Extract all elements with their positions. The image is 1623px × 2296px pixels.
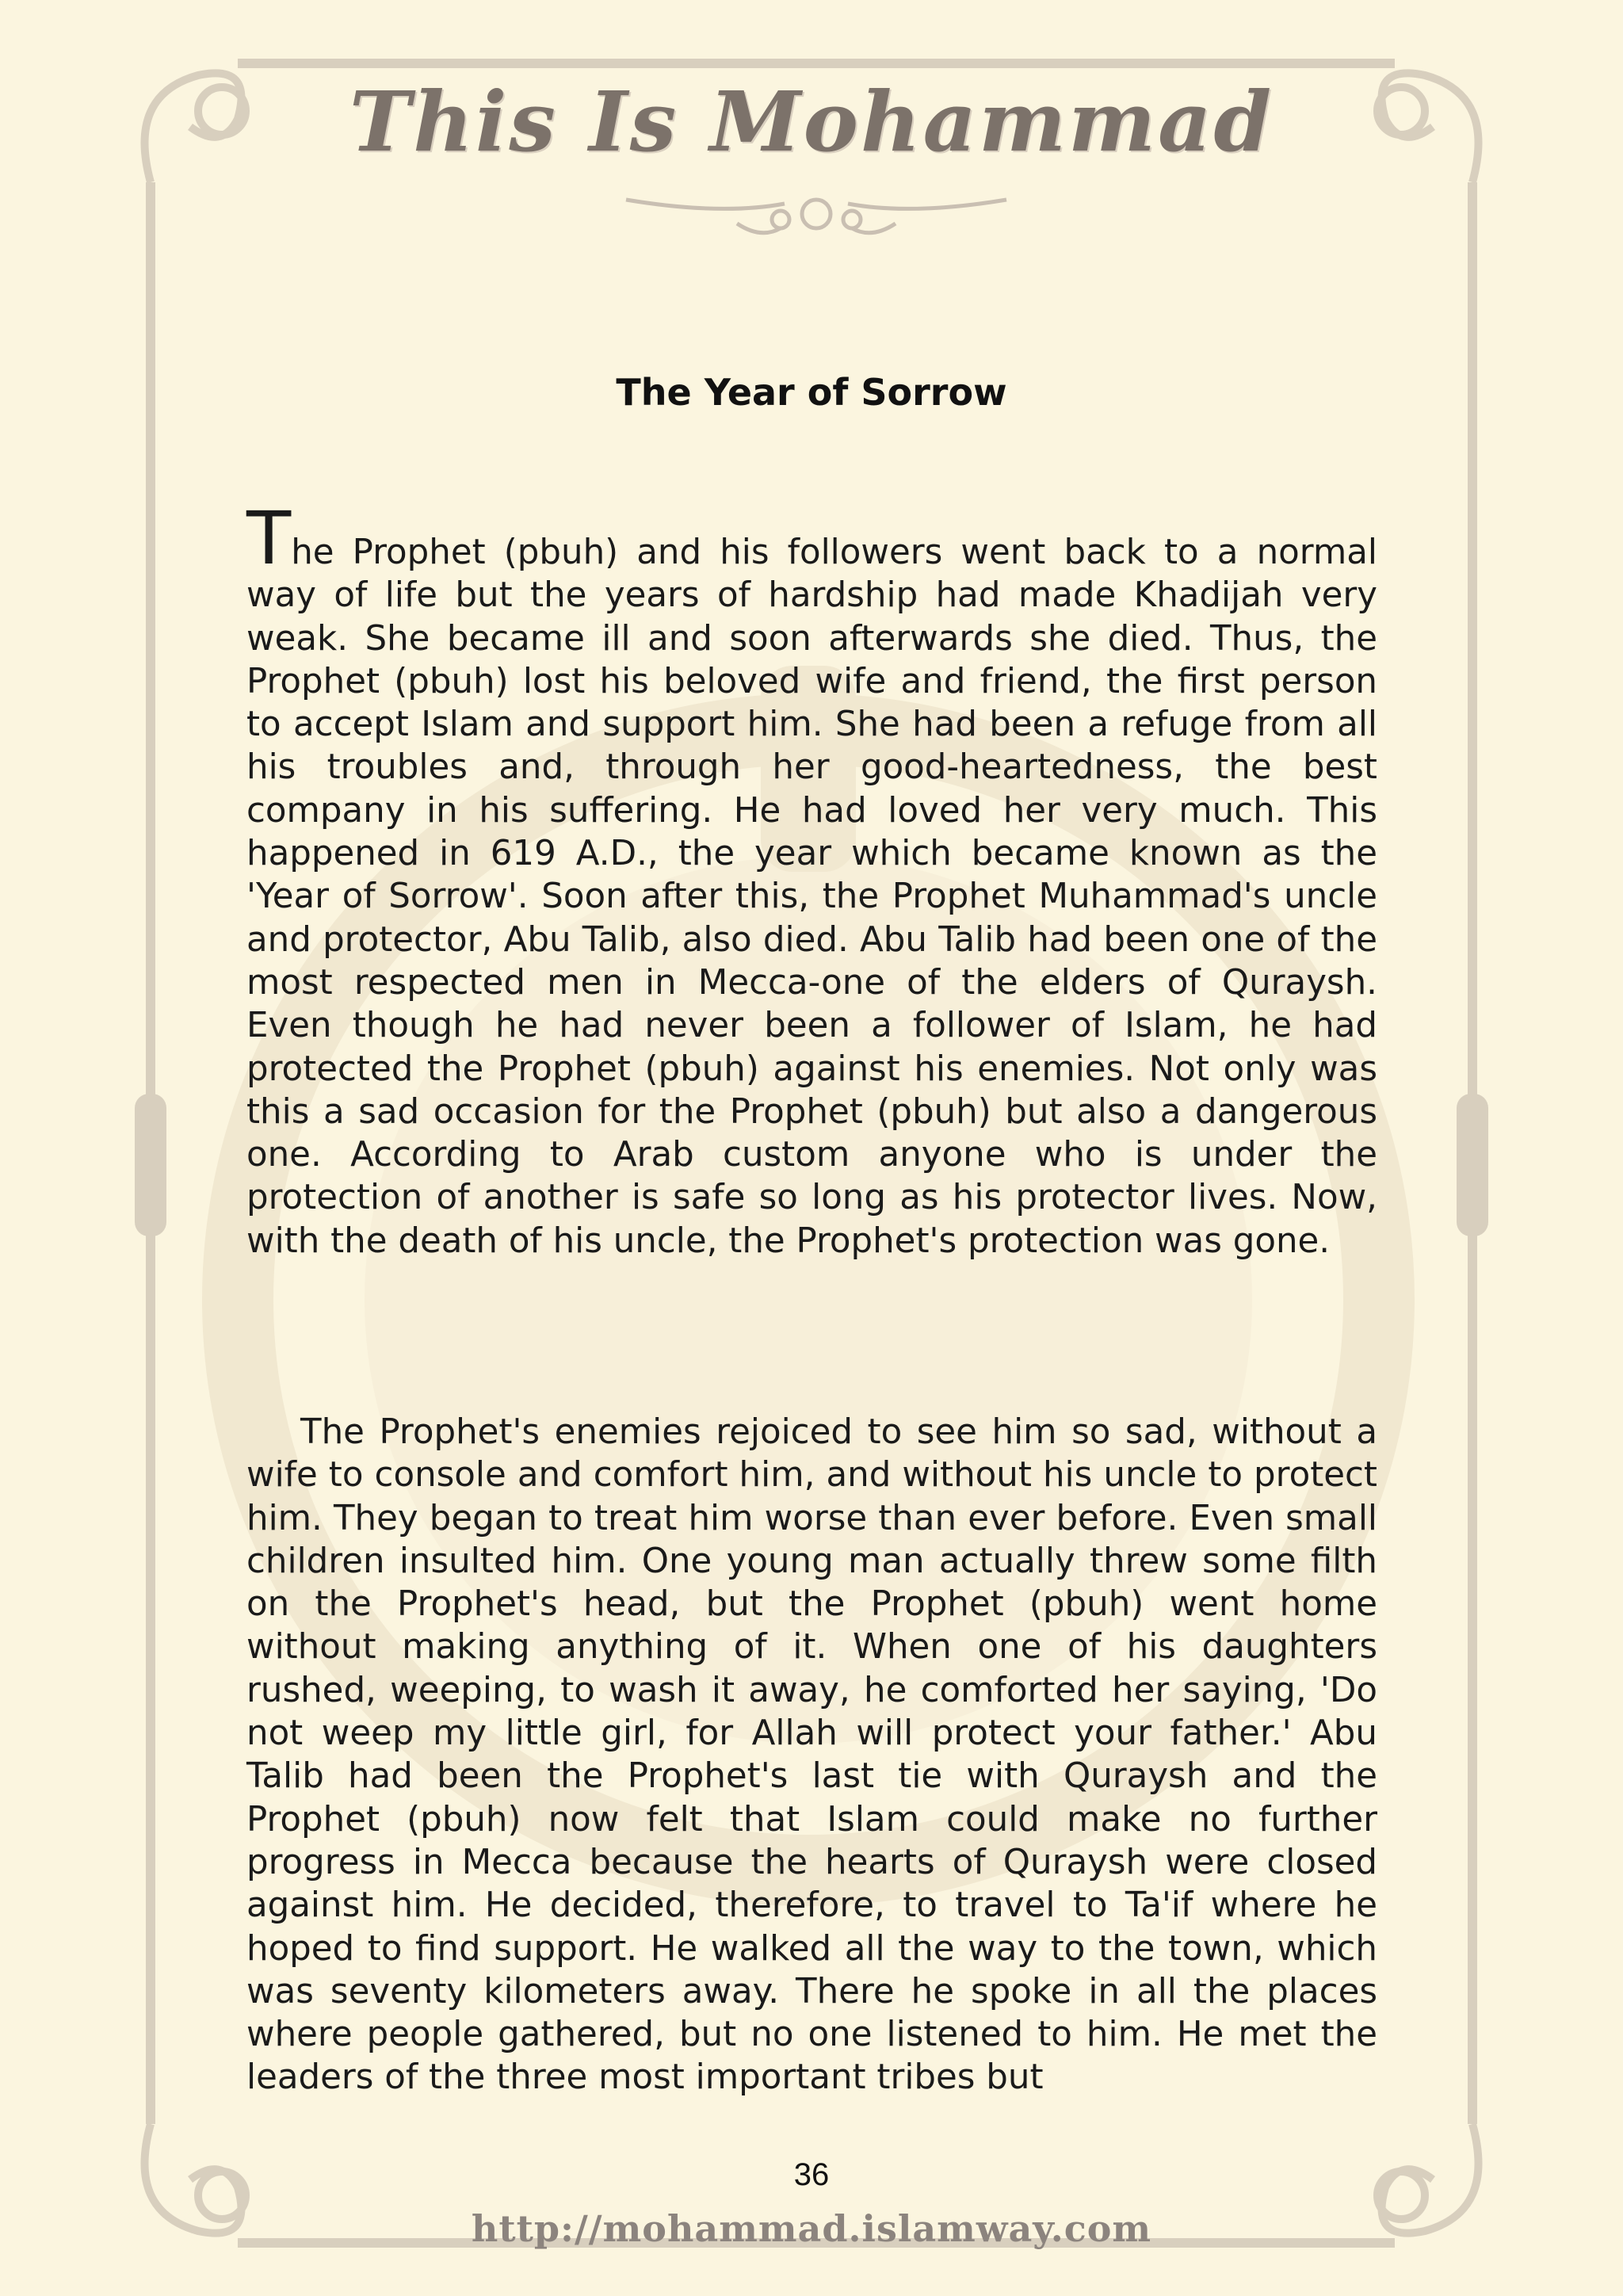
body-paragraph-1 [246, 496, 1377, 1263]
drop-cap: T [246, 496, 292, 581]
body-paragraph-2: The Prophet's enemies rejoiced to see him so sad, without a wife to console and comfort him, and without his uncle to protect him. They began to treat him worse than ever before. Even small children insulted him. One young man actually threw some filth on the Prophet's head, but the Prophet (pbuh) went home without making anything of it. When one of his daughters rushed, weeping, to wash it away, he comforted her saying, 'Do not weep my little girl, for Allah will protect your father.' Abu Talib had been the Prophet's last tie with Quraysh and the Prophet (pbuh) now felt that Islam could make no further progress in Mecca because the hearts of Quraysh were closed against him. He decided, therefore, to travel to Ta'if where he hoped to find support. He walked all the way to the town, which was seventy kilometers away. There he spoke in all the places where people gathered, but no one listened to him. He met the leaders of the three most important tribes but [246, 1412, 1377, 2098]
body-paragraph-1-text: he Prophet (pbuh) and his followers went back to a normal way of life but the years of hardship had made Khadijah very weak. She became ill and soon afterwards she died. Thus, the Prophet (pbuh) lost his beloved wife and friend, the first person to accept Islam and support him. She had been a refuge from all his troubles and, through her good-heartedness, the best company in his suffering. He had loved her very much. This happened in 619 A.D., the year which became known as the 'Year of Sorrow'. Soon after this, the Prophet Muhammad's uncle and protector, Abu Talib, also died. Abu Talib had been one of the most respected men in Mecca-one of the elders of Quraysh. Even though he had never been a follower of Islam, he had protected the Prophet (pbuh) against his enemies. Not only was this a sad occasion for the Prophet (pbuh) but also a dangerous one. According to Arab custom anyone who is under the protection of another is safe so long as his protector lives. Now, with the death of his uncle, the Prophet's protection was gone. [246, 533, 1377, 1261]
header-ornament [618, 184, 1014, 247]
header-title: This Is Mohammad [349, 73, 1274, 170]
page-number: 36 [793, 2157, 830, 2192]
chapter-title: The Year of Sorrow [616, 371, 1007, 414]
footer-url: http://mohammad.islamway.com [471, 2207, 1152, 2250]
